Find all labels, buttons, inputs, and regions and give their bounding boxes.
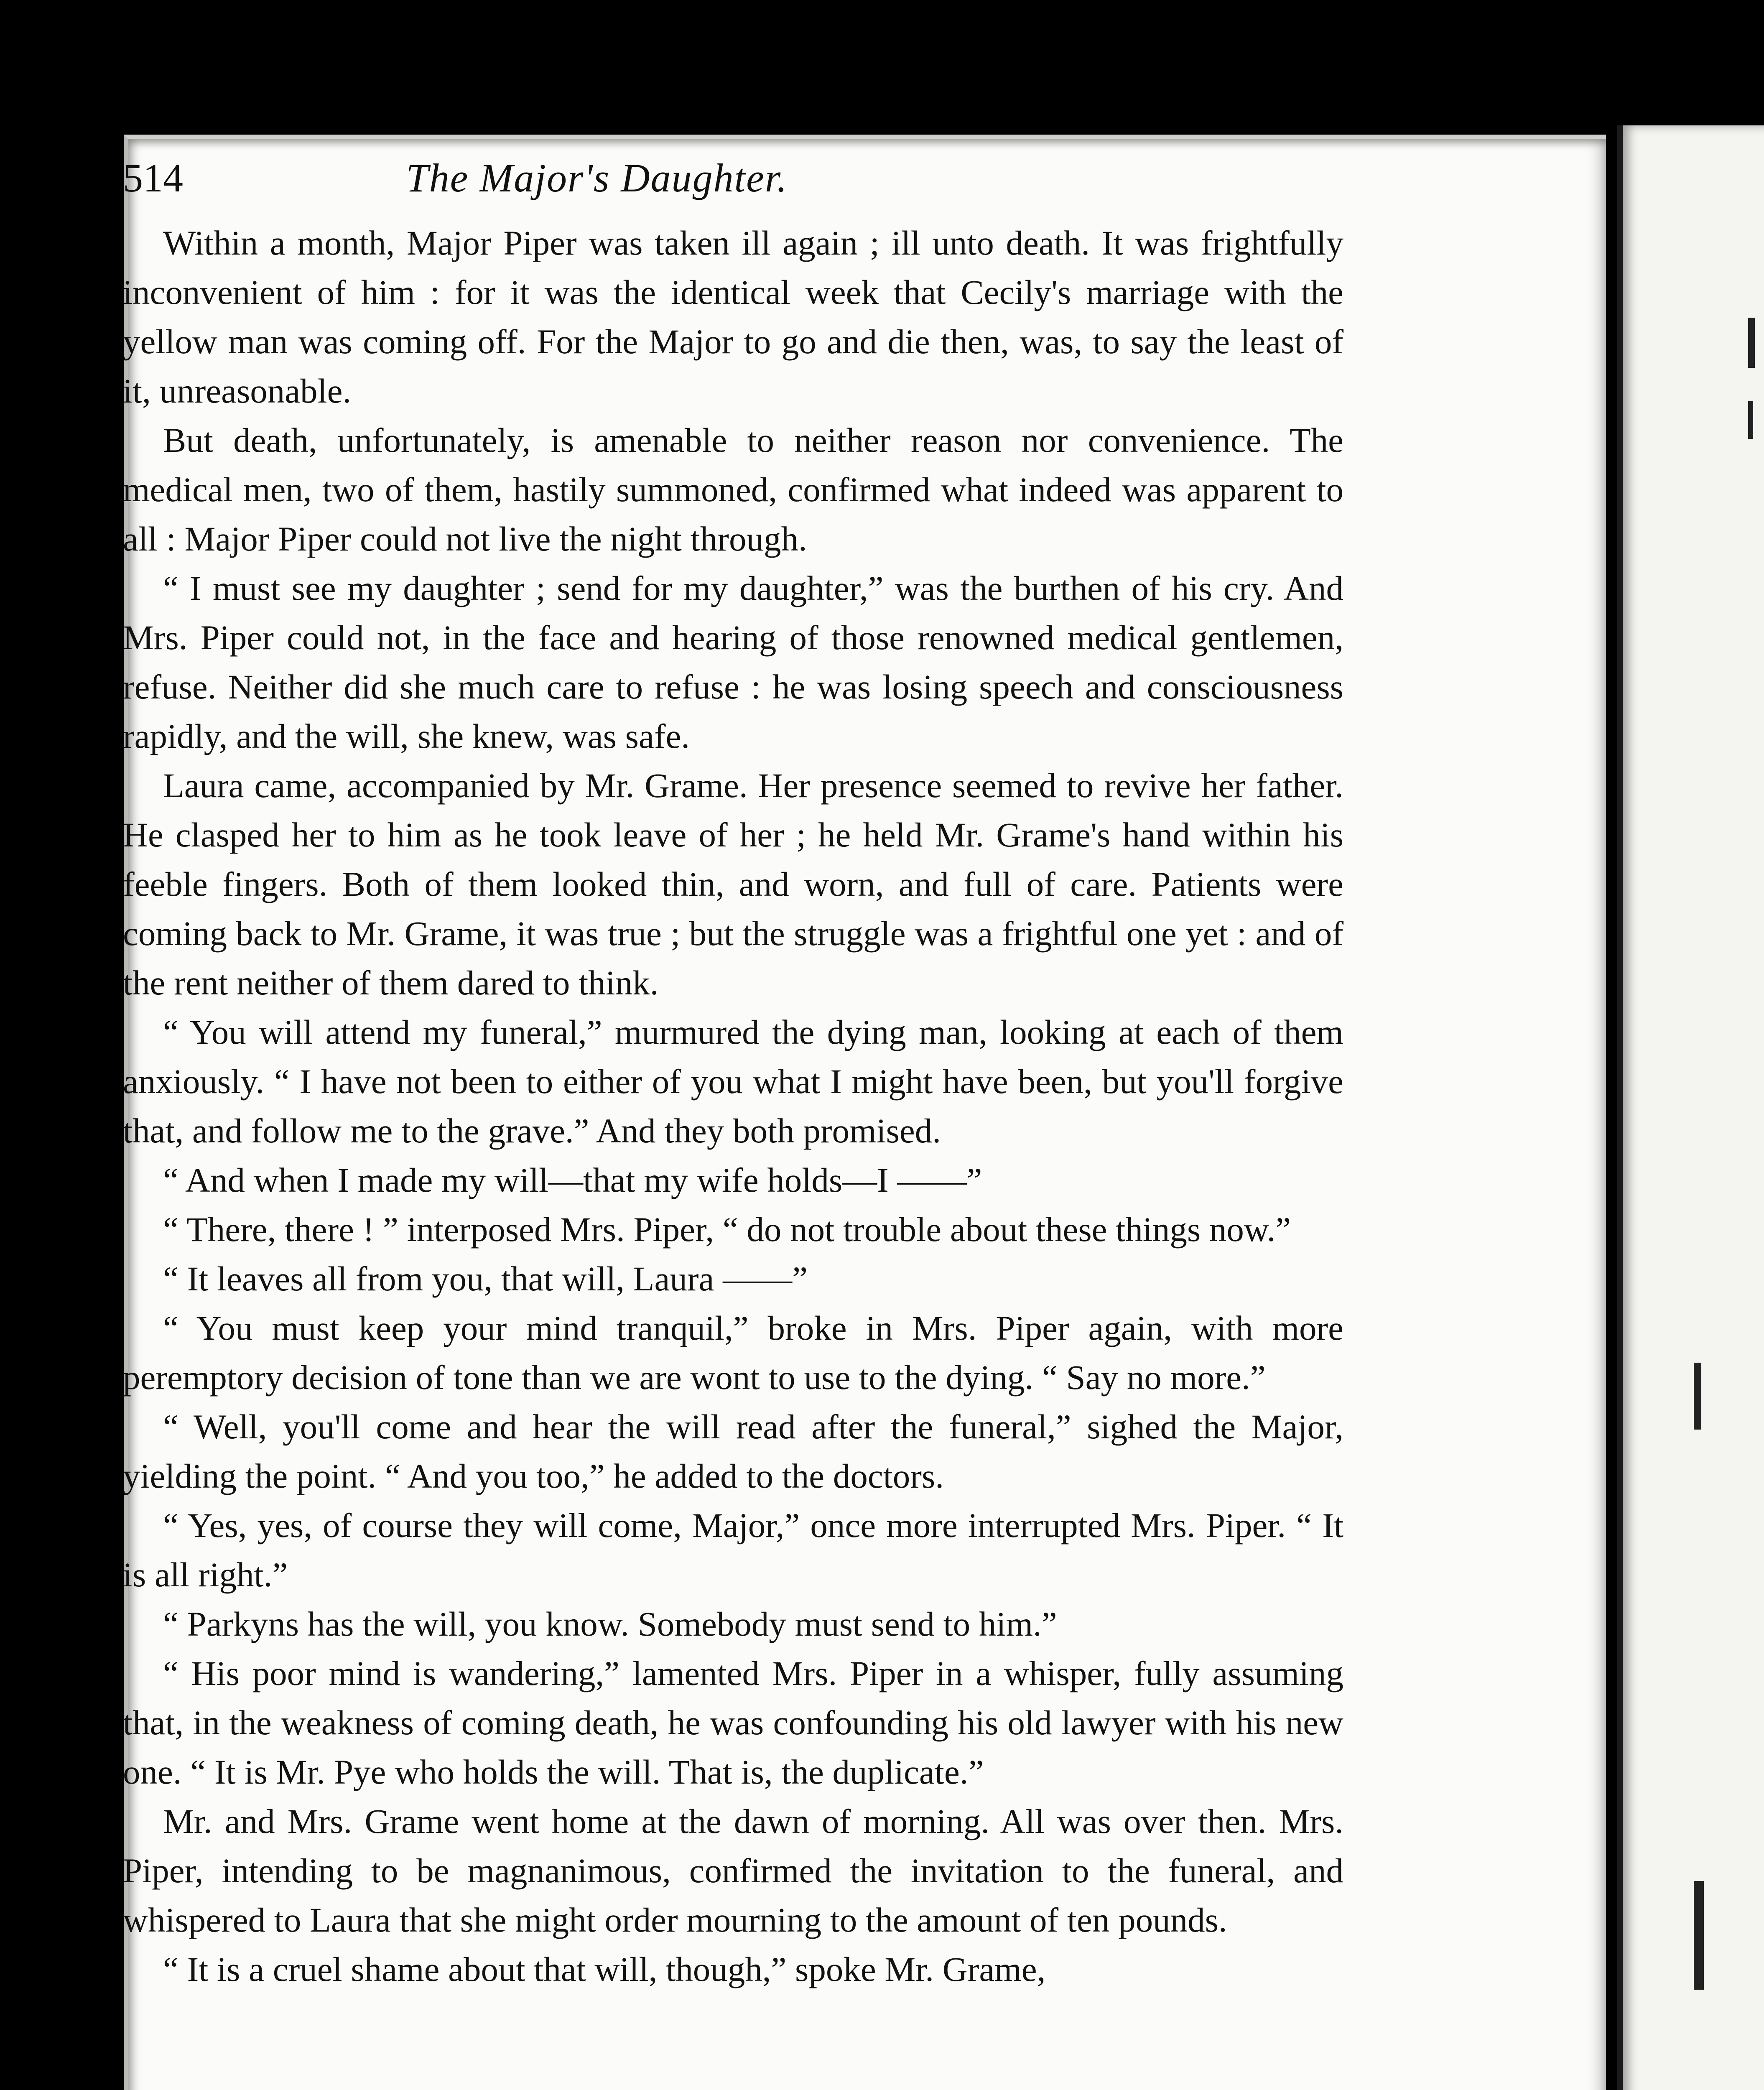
page-number: 514 bbox=[123, 155, 183, 200]
paragraph: Mr. and Mrs. Grame went home at the dawn of morning. All was over then. Mrs. Piper, intending to be magnanimous, confirmed the invitation to the funeral, and whispered to Laura that she might order mourning to the amount of ten pounds. bbox=[123, 1802, 1343, 1939]
paragraph: Within a month, Major Piper was taken ill again ; ill unto death. It was frightfully inconvenient of him : for it was the identical week that Cecily's marriage with the yellow man was coming off. For the Major to go and die then, was, to say the least of it, unreasonable. bbox=[123, 224, 1343, 410]
paragraph: “ Well, you'll come and hear the will read after the funeral,” sighed the Major, yielding the point. “ And you too,” he added to the doctors. bbox=[123, 1407, 1343, 1495]
paragraph: “ Yes, yes, of course they will come, Major,” once more interrupted Mrs. Piper. “ It is all right.” bbox=[123, 1506, 1343, 1594]
next-page-edge bbox=[1617, 125, 1764, 2090]
paragraph: “ His poor mind is wandering,” lamented Mrs. Piper in a whisper, fully assuming that, in the weakness of coming death, he was confounding his old lawyer with his new one. “ It is Mr. Pye who holds the will. That is, the duplicate.” bbox=[123, 1654, 1343, 1791]
paragraph: “ There, there ! ” interposed Mrs. Piper, “ do not trouble about these things now.” bbox=[163, 1210, 1291, 1249]
paragraph: “ You will attend my funeral,” murmured the dying man, looking at each of them anxiously. “ I have not been to either of you what I might have been, but you'll forgive that, and follow me to the grave.” And they both promised. bbox=[123, 1013, 1343, 1150]
paragraph: “ I must see my daughter ; send for my daughter,” was the burthen of his cry. And Mrs. Piper could not, in the face and hearing of those renowned medical gentlemen, refuse. Neither did she much care to refuse : he was losing speech and consciousness rapidly, and the will, she knew, was safe. bbox=[123, 569, 1343, 755]
page-header bbox=[123, 155, 1071, 217]
paragraph: “ You must keep your mind tranquil,” broke in Mrs. Piper again, with more peremptory decision of tone than we are wont to use to the dying. “ Say no more.” bbox=[123, 1309, 1343, 1397]
edge-marks bbox=[1623, 125, 1764, 2090]
running-title: The Major's Daughter. bbox=[406, 155, 788, 200]
paragraph: Laura came, accompanied by Mr. Grame. Her presence seemed to revive her father. He clasped her to him as he took leave of her ; he held Mr. Grame's hand within his feeble fingers. Both of them looked thin, and worn, and full of care. Patients were coming back to Mr. Grame, it was true ; but the struggle was a frightful one yet : and of the rent neither of them dared to think. bbox=[123, 766, 1343, 1002]
paragraph: “ It leaves all from you, that will, Laura ——” bbox=[163, 1259, 808, 1298]
paragraph: “ And when I made my will—that my wife holds—I ——” bbox=[163, 1161, 982, 1199]
paragraph: But death, unfortunately, is amenable to neither reason nor convenience. The medical men, two of them, hastily summoned, confirmed what indeed was apparent to all : Major Piper could not live the night through. bbox=[123, 421, 1343, 558]
body-text bbox=[123, 218, 1343, 1994]
paragraph: “ It is a cruel shame about that will, though,” spoke Mr. Grame, bbox=[163, 1950, 1046, 1988]
paragraph: “ Parkyns has the will, you know. Somebody must send to him.” bbox=[163, 1605, 1057, 1643]
